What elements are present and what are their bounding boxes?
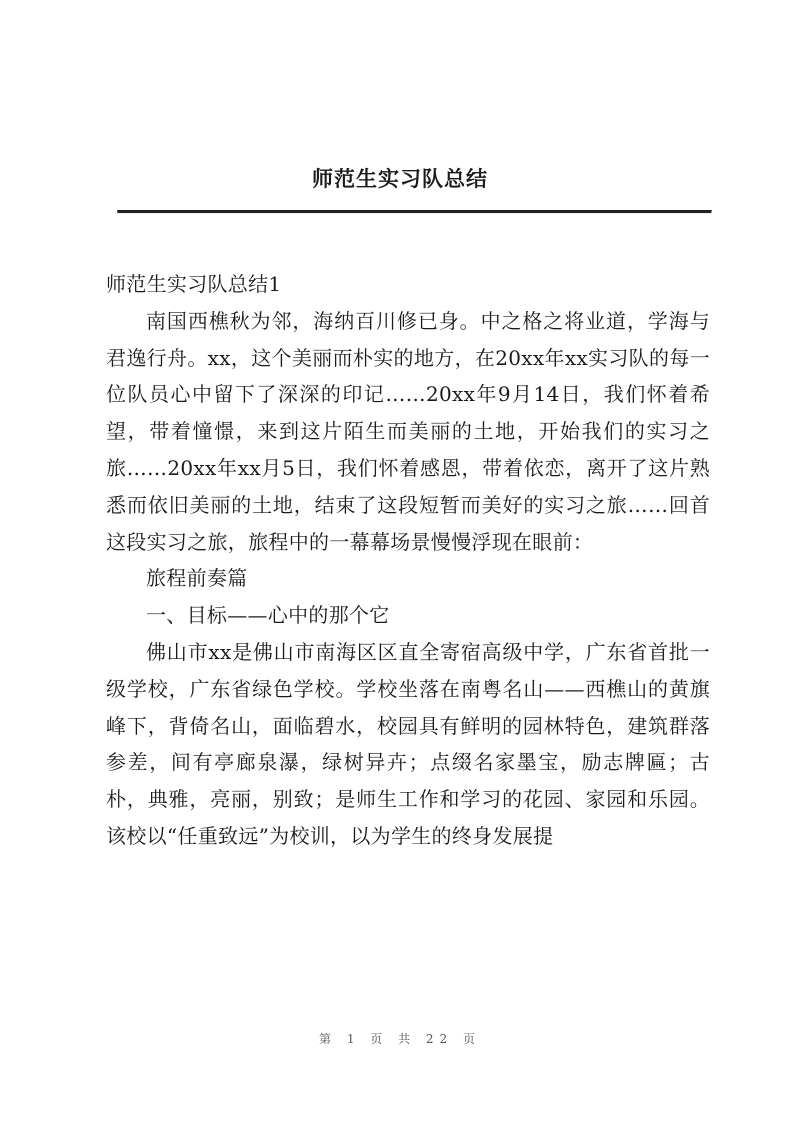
- subsection-heading: 一、目标——心中的那个它: [146, 603, 390, 628]
- subsection-heading: 旅程前奏篇: [146, 566, 248, 591]
- body-paragraph: 佛山市xx是佛山市南海区区直全寄宿高级中学，广东省首批一级学校，广东省绿色学校。学校坐落在南粤名山——西樵山的黄旗峰下，背倚名山，面临碧水，校园具有鲜明的园林特色，建筑群落参差，间有亭廊泉瀑，绿树异卉；点缀名家墨宝，励志牌匾；古朴，典雅，亮丽，别致；是师生工作和学习的花园、家园和乐园。该校以“任重致远”为校训，以为学生的终身发展提: [106, 639, 710, 848]
- document-body: [106, 266, 710, 855]
- title-divider: [117, 210, 712, 214]
- section-heading: 师范生实习队总结1: [106, 272, 282, 296]
- body-paragraph: 南国西樵秋为邻，海纳百川修已身。中之格之将业道，学海与君逸行舟。xx，这个美丽而朴实的地方，在20xx年xx实习队的每一位队员心中留下了深深的印记……20xx年9月14日，我们怀着希望，带着憧憬，来到这片陌生而美丽的土地，开始我们的实习之旅……20xx年xx月5日，我们怀着感恩，带着依恋，离开了这片熟悉而依旧美丽的土地，结束了这段短暂而美好的实习之旅……回首这段实习之旅，旅程中的一幕幕场景慢慢浮现在眼前：: [106, 308, 710, 554]
- document-title: 师范生实习队总结: [312, 167, 488, 191]
- page-footer: 第 1 页 共 22 页: [319, 1032, 481, 1046]
